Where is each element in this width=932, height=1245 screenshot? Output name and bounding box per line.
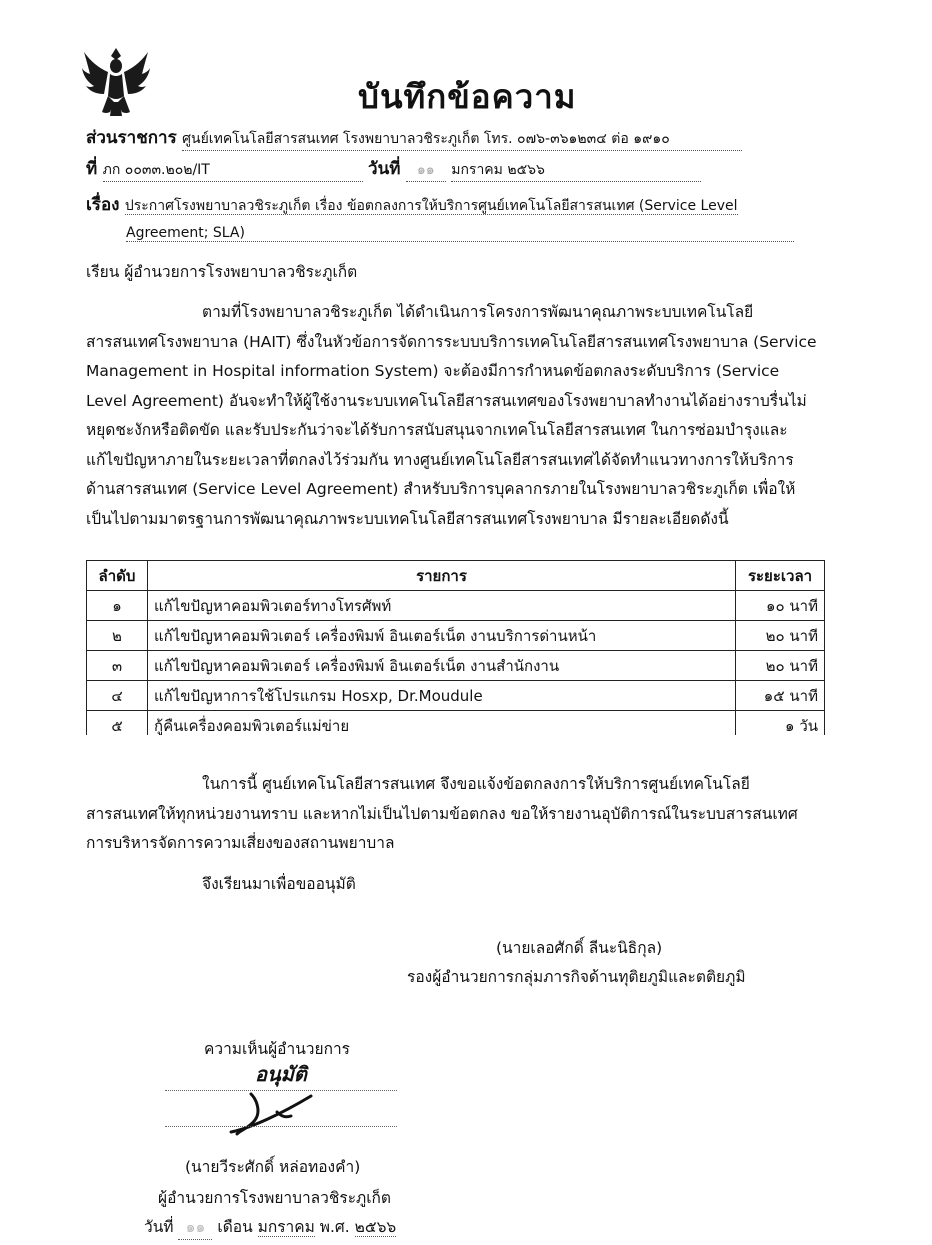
paragraph-line: การบริหารจัดการความเสี่ยงของสถานพยาบาล — [86, 834, 395, 852]
date-label: วันที่ — [368, 159, 401, 179]
cell-order: ๒ — [87, 621, 148, 651]
approval-date-month: มกราคม — [257, 1218, 315, 1236]
cell-item: แก้ไขปัญหาคอมพิวเตอร์ทางโทรศัพท์ — [148, 591, 736, 621]
org-line — [86, 124, 742, 151]
memo-title: บันทึกข้อความ — [358, 77, 577, 116]
director-signature-line — [165, 1126, 397, 1127]
subject-line — [86, 191, 738, 218]
subject-label: เรื่อง — [86, 195, 120, 215]
approval-date-prefix: วันที่ — [144, 1218, 174, 1236]
col-header-order: ลำดับ — [87, 561, 148, 591]
director-signature — [225, 1088, 325, 1144]
cell-duration: ๑๐ นาที — [736, 591, 825, 621]
approval-label: ความเห็นผู้อำนวยการ — [204, 1040, 350, 1058]
subject-line-2 — [126, 222, 794, 242]
cell-item: แก้ไขปัญหาคอมพิวเตอร์ เครื่องพิมพ์ อินเตอร์เน็ต งานบริการด่านหน้า — [148, 621, 736, 651]
col-header-duration: ระยะเวลา — [736, 561, 825, 591]
cell-item: แก้ไขปัญหาคอมพิวเตอร์ เครื่องพิมพ์ อินเตอร์เน็ต งานสำนักงาน — [148, 651, 736, 681]
approval-note: อนุมัติ — [255, 1062, 307, 1086]
approval-date-day: ๑๑ — [178, 1214, 212, 1240]
table-header-row — [87, 561, 825, 591]
paragraph-line: หยุดชะงักหรือติดขัด และรับประกันว่าจะได้รับการสนับสนุนจากเทคโนโลยีสารสนเทศ ในการซ่อมบำรุงและ — [86, 421, 788, 439]
ref-value: ภก ๐๐๓๓.๒๐๒/IT — [103, 159, 363, 182]
paragraph-line: สารสนเทศโรงพยาบาล (HAIT) ซึ่งในหัวข้อการจัดการระบบบริการเทคโนโลยีสารสนเทศโรงพยาบาล (Service — [86, 332, 817, 351]
signer-name: (นายเลอศักดิ์ ลีนะนิธิกุล) — [496, 939, 663, 957]
subject-value-2: Agreement; SLA) — [126, 225, 794, 242]
ref-line — [86, 155, 701, 182]
table-row — [87, 681, 825, 711]
cell-duration: ๑๕ นาที — [736, 681, 825, 711]
cell-item: กู้คืนเครื่องคอมพิวเตอร์แม่ข่าย — [148, 711, 736, 736]
cell-order: ๑ — [87, 591, 148, 621]
paragraph-line: Level Agreement) อันจะทำให้ผู้ใช้งานระบบเทคโนโลยีสารสนเทศของโรงพยาบาลทำงานได้อย่างราบรื่นไม่ — [86, 391, 807, 410]
org-value: ศูนย์เทคโนโลยีสารสนเทศ โรงพยาบาลวชิระภูเก็ต โทร. ๐๗๖-๓๖๑๒๓๔ ต่อ ๑๙๑๐ — [182, 128, 742, 151]
cell-duration: ๒๐ นาที — [736, 621, 825, 651]
table-row — [87, 591, 825, 621]
paragraph-line: สารสนเทศให้ทุกหน่วยงานทราบ และหากไม่เป็นไปตามข้อตกลง ขอให้รายงานอุบัติการณ์ในระบบสารสนเทศ — [86, 804, 798, 823]
col-header-item: รายการ — [148, 561, 736, 591]
paragraph-line: Management in Hospital information System) จะต้องมีการกำหนดข้อตกลงระดับบริการ (Service — [86, 362, 780, 380]
table-row — [87, 711, 825, 736]
paragraph-2 — [86, 770, 836, 859]
paragraph-line: ตามที่โรงพยาบาลวชิระภูเก็ต ได้ดำเนินการโครงการพัฒนาคุณภาพระบบเทคโนโลยี — [202, 303, 754, 321]
paragraph-line: ด้านสารสนเทศ (Service Level Agreement) สำหรับบริการบุคลากรภายในโรงพยาบาลวชิระภูเก็ต เพื่อให้ — [86, 480, 796, 498]
paragraph-1 — [86, 298, 836, 534]
garuda-emblem — [82, 44, 150, 122]
approval-date — [144, 1214, 396, 1240]
date-value: ๑๑ — [406, 159, 446, 182]
cell-order: ๕ — [87, 711, 148, 736]
paragraph-line: เป็นไปตามมาตรฐานการพัฒนาคุณภาพระบบเทคโนโลยีสารสนเทศโรงพยาบาล มีรายละเอียดดังนี้ — [86, 509, 729, 528]
table-row — [87, 651, 825, 681]
table-row — [87, 621, 825, 651]
approval-month-label: เดือน — [217, 1218, 253, 1236]
approval-date-year: ๒๕๖๖ — [354, 1218, 397, 1236]
cell-duration: ๒๐ นาที — [736, 651, 825, 681]
cell-order: ๓ — [87, 651, 148, 681]
subject-value: ประกาศโรงพยาบาลวชิระภูเก็ต เรื่อง ข้อตกลงการให้บริการศูนย์เทคโนโลยีสารสนเทศ (Service Level — [124, 198, 738, 214]
cell-order: ๔ — [87, 681, 148, 711]
approval-year-label: พ.ศ. — [319, 1218, 350, 1236]
sla-table-wrap — [80, 555, 840, 735]
closing-line: จึงเรียนมาเพื่อขออนุมัติ — [202, 875, 356, 893]
director-name: (นายวีระศักดิ์ หล่อทองคำ) — [185, 1158, 361, 1176]
paragraph-line: แก้ไขปัญหาภายในระยะเวลาที่ตกลงไว้ร่วมกัน ทางศูนย์เทคโนโลยีสารสนเทศได้จัดทำแนวทางการให้บริการ — [86, 450, 794, 469]
director-position: ผู้อำนวยการโรงพยาบาลวชิระภูเก็ต — [158, 1189, 391, 1207]
cell-duration: ๑ วัน — [736, 711, 825, 736]
date-month: มกราคม ๒๕๖๖ — [451, 159, 701, 182]
cell-item: แก้ไขปัญหาการใช้โปรแกรม Hosxp, Dr.Moudule — [148, 681, 736, 711]
signer-position: รองผู้อำนวยการกลุ่มภารกิจด้านทุติยภูมิและตติยภูมิ — [407, 968, 746, 986]
sla-table — [86, 560, 825, 735]
salutation: เรียน ผู้อำนวยการโรงพยาบาลวชิระภูเก็ต — [86, 263, 358, 281]
paragraph-line: ในการนี้ ศูนย์เทคโนโลยีสารสนเทศ จึงขอแจ้งข้อตกลงการให้บริการศูนย์เทคโนโลยี — [202, 775, 750, 793]
org-label: ส่วนราชการ — [86, 128, 177, 148]
ref-label: ที่ — [86, 159, 98, 179]
